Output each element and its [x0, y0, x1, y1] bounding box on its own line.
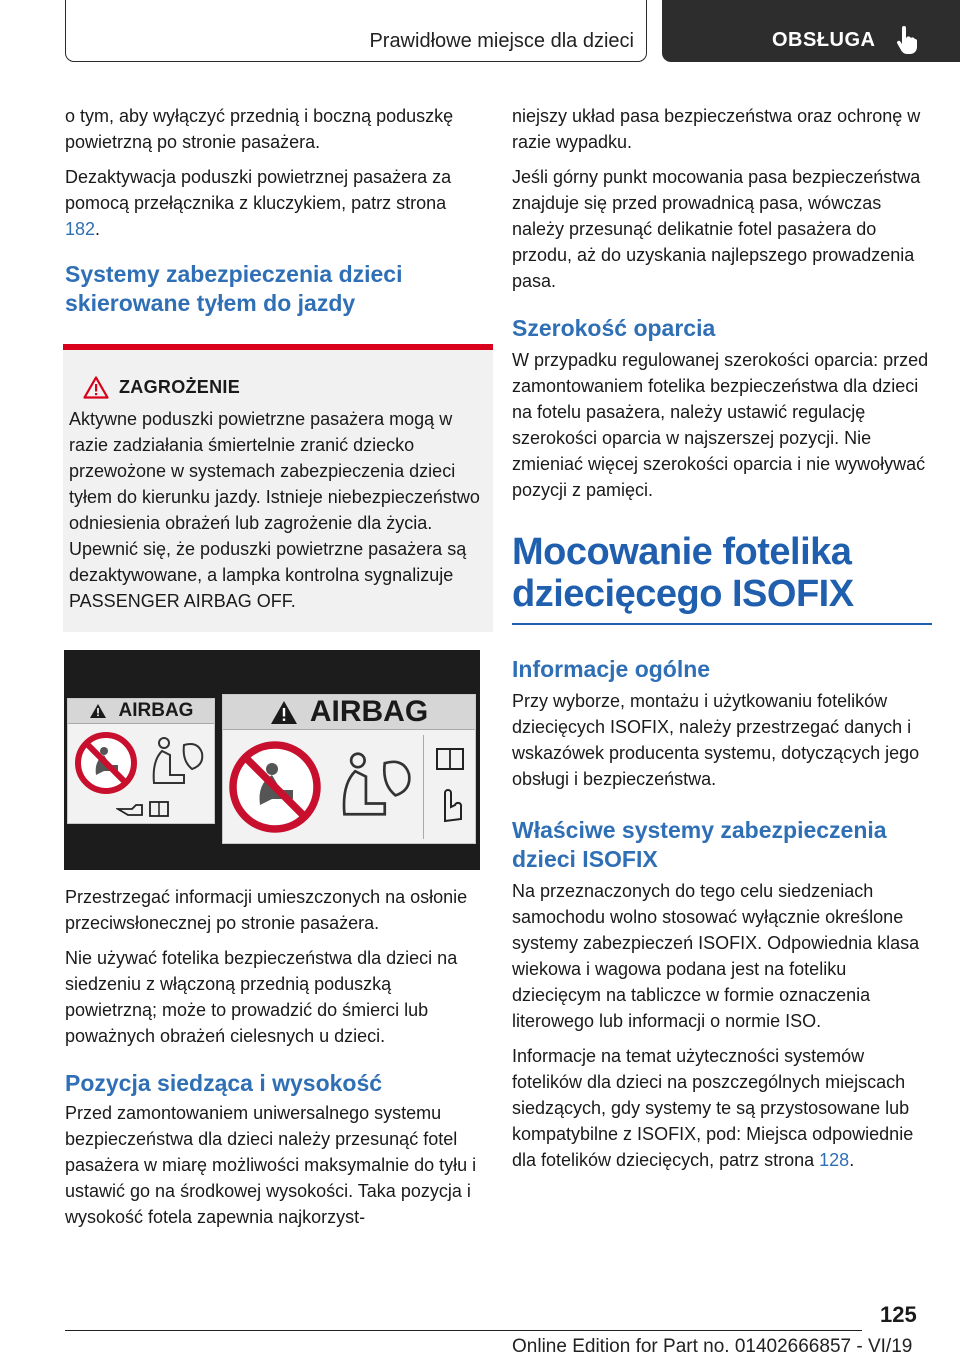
pointer-book-icon: [116, 799, 172, 819]
right-column: [512, 103, 932, 1182]
paragraph-end: .: [95, 219, 101, 239]
page-link-182[interactable]: 182: [65, 219, 96, 239]
no-child-seat-icon: [227, 739, 323, 835]
page-number: 125: [880, 1302, 917, 1327]
paragraph: Przestrzegać informacji umieszczonych na osłonie przeciwsłonecznej po stronie pasażera.: [65, 887, 468, 933]
hand-pointer-icon: [894, 26, 918, 54]
paragraph: Jeśli górny punkt mocowania pasa bezpieczeństwa znajduje się przed prowadnicą pasa, wówczas należy przesunąć delikatnie fotel pasażera do przodu, aż do uzyskania najlepszego prowadzenia pasa.: [512, 167, 921, 291]
airbag-text: AIRBAG: [118, 700, 194, 721]
paragraph: o tym, aby wyłączyć przednią i boczną poduszkę powietrzną po stronie pasażera.: [65, 106, 454, 152]
paragraph: [512, 1043, 932, 1173]
warning-triangle-icon: [270, 700, 298, 725]
airbag-label-large: [222, 694, 476, 844]
left-column: [65, 103, 483, 1239]
paragraph: Przy wyborze, montażu i użytkowaniu fotelików dziecięcych ISOFIX, należy przestrzegać danych i wskazówek producenta systemu, dotyczących jego obsługi i bezpieczeństwa.: [512, 691, 920, 789]
no-child-seat-icon: [74, 731, 138, 795]
paragraph: Przed zamontowaniem uniwersalnego systemu bezpieczeństwa dla dzieci należy przesunąć fotel pasażera w miarę możliwości maksymalnie do tyłu i ustawić go na środkowej wysokości. Taka pozycja i wysokość fotela zapewnia najkorzyst-: [65, 1103, 477, 1227]
paragraph: Na przeznaczonych do tego celu siedzeniach samochodu wolno stosować wyłącznie określone systemy zabezpieczeń ISOFIX. Odpowiednia klasa wiekowa i wagowa podana jest na foteliku dziecięcym na tabliczce w formie oznaczenia literowego lub informacji o normie ISO.: [512, 881, 920, 1031]
book-hand-icon: [433, 747, 467, 827]
heading-backrest-width: Szerokość oparcia: [512, 315, 716, 341]
heading-general-info: Informacje ogólne: [512, 656, 711, 682]
footer-rule: [65, 1330, 862, 1331]
header-section-title: Prawidłowe miejsce dla dzieci: [369, 30, 634, 52]
warning-box: [63, 344, 493, 632]
heading-rear-facing: Systemy zabezpieczenia dzieci skierowane tyłem do jazdy: [65, 261, 403, 316]
warning-title: ZAGROŻENIE: [119, 377, 241, 397]
header-chapter-tab: [662, 0, 960, 62]
paragraph: Nie używać fotelika bezpieczeństwa dla dzieci na siedzeniu z włączoną przednią poduszką powietrzną; może to prowadzić do śmierci lub poważnych obrażeń cielesnych u dzieci.: [65, 948, 458, 1046]
paragraph: [65, 164, 483, 242]
airbag-label-small: [67, 698, 215, 824]
warning-header: [83, 374, 483, 400]
airbag-label-photo: [64, 650, 480, 870]
footer-edition: Online Edition for Part no. 01402666857 - VI/19: [512, 1336, 913, 1357]
heading-proper-systems: Właściwe systemy zabezpieczenia dzieci ISOFIX: [512, 817, 887, 872]
warning-triangle-icon: [89, 703, 107, 719]
airbag-deploy-icon: [331, 745, 417, 827]
paragraph: niejszy układ pasa bezpieczeństwa oraz ochronę w razie wypadku.: [512, 106, 921, 152]
page-link-128[interactable]: 128: [819, 1150, 850, 1170]
paragraph-end: .: [849, 1150, 855, 1170]
airbag-deploy-icon: [144, 733, 208, 791]
paragraph: W przypadku regulowanej szerokości oparcia: przed zamontowaniem fotelika bezpieczeństwa dla dzieci na fotelu pasażera, należy ustawić regulację szerokości oparcia w najszerszej pozycji. Nie zmieniać więcej szerokości oparcia i nie wywoływać pozycji z pamięci.: [512, 350, 929, 500]
heading-rule: [512, 623, 932, 625]
heading-isofix: Mocowanie fotelika dziecięcego ISOFIX: [512, 531, 854, 615]
header-chapter-title: OBSŁUGA: [772, 29, 876, 51]
warning-text: Aktywne poduszki powietrzne pasażera mogą w razie zadziałania śmiertelnie zranić dziecko przewożone w systemach zabezpieczenia dzieci tyłem do kierunku jazdy. Istnieje niebezpieczeństwo odniesienia obrażeń lub zagrożenie dla życia. Upewnić się, że poduszki powietrzne pasażera są dezaktywowane, a lampka kontrolna sygnalizuje PASSENGER AIRBAG OFF.: [69, 409, 480, 611]
paragraph-text: Dezaktywacja poduszki powietrznej pasażera za pomocą przełącznika z kluczykiem, patrz strona: [65, 167, 452, 213]
airbag-text: AIRBAG: [309, 695, 429, 728]
paragraph-text: Informacje na temat użyteczności systemów fotelików dla dzieci na poszczególnych miejscach siedzących, gdy systemy te są przystosowane lub kompatybilne z ISOFIX, pod: Miejsca odpowiednie dla fotelików dziecięcych, patrz strona: [512, 1046, 914, 1170]
header-section-tab: [65, 0, 647, 62]
warning-triangle-icon: [83, 376, 109, 399]
heading-seat-position: Pozycja siedząca i wysokość: [65, 1070, 383, 1096]
